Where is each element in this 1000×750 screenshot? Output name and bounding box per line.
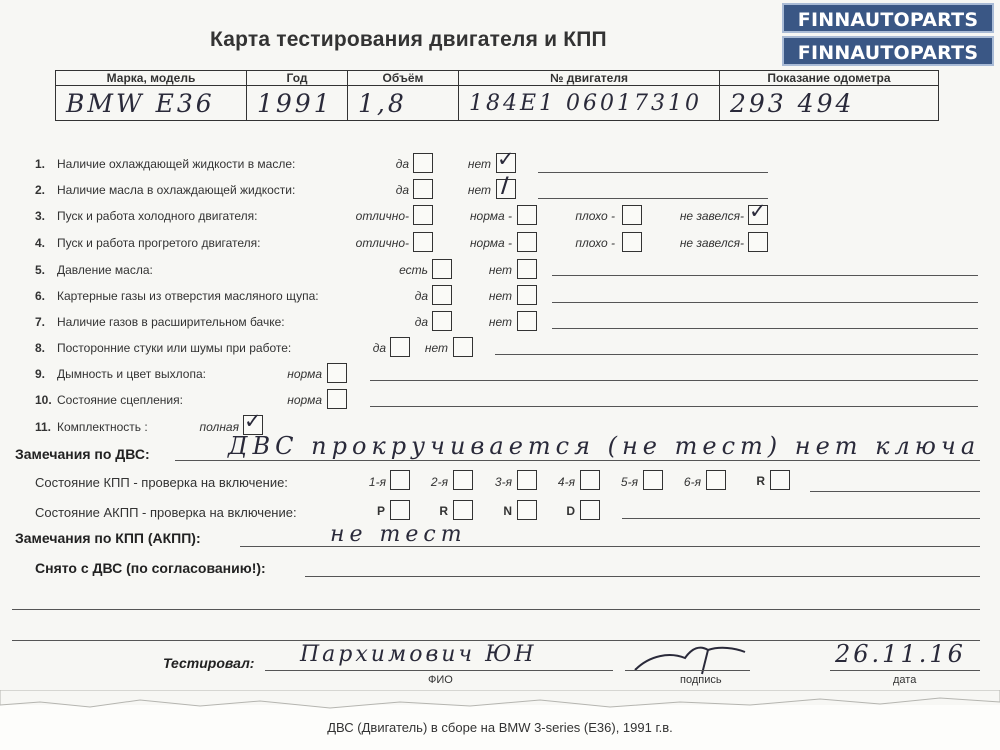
q8-no-checkbox[interactable]: [453, 337, 473, 357]
q9-opt-normal: норма: [287, 367, 322, 381]
gearbox-check-label: Состояние КПП - проверка на включение:: [35, 475, 288, 490]
q2-text: Наличие масла в охлаждающей жидкости:: [57, 183, 296, 197]
auto-check-line: [622, 518, 980, 519]
q7-number: 7.: [35, 315, 46, 329]
test-date: 26.11.16: [835, 640, 966, 668]
auto-check-label: Состояние АКПП - проверка на включение:: [35, 505, 297, 520]
header-engine-no: № двигателя: [459, 71, 720, 86]
q8-yes-checkbox[interactable]: [390, 337, 410, 357]
q5-opt-yes: есть: [399, 263, 428, 277]
removed-label: Снято с ДВС (по согласованию!):: [35, 560, 266, 576]
q7-opt-no: нет: [488, 315, 512, 329]
gearbox-remarks-line: [240, 546, 980, 547]
q3-not-started-check-mark: ✓: [749, 199, 767, 223]
q8-number: 8.: [35, 341, 46, 355]
q8-note-line: [495, 354, 978, 355]
gear-5-label: 5-я: [620, 475, 638, 489]
value-model: BMW E36: [56, 86, 247, 121]
value-odometer: 293 494: [720, 86, 939, 121]
q10-text: Состояние сцепления:: [57, 393, 183, 407]
header-odometer: Показание одометра: [720, 71, 939, 86]
removed-line-1: [305, 576, 980, 577]
auto-d-checkbox[interactable]: [580, 500, 600, 520]
q5-no-checkbox[interactable]: [517, 259, 537, 279]
gear-r-label: R: [756, 474, 765, 488]
q7-opt-yes: да: [414, 315, 428, 329]
q4-normal-checkbox[interactable]: [517, 232, 537, 252]
q4-number: 4.: [35, 236, 46, 250]
q7-no-checkbox[interactable]: [517, 311, 537, 331]
q7-yes-checkbox[interactable]: [432, 311, 452, 331]
tester-name: Пархимович ЮН: [300, 642, 537, 667]
q6-opt-yes: да: [414, 289, 428, 303]
q5-opt-no: нет: [488, 263, 512, 277]
q1-no-checkbox[interactable]: [496, 147, 516, 173]
q3-normal-checkbox[interactable]: [517, 205, 537, 225]
q11-text: Комплектность :: [57, 420, 148, 434]
watermark-logo: [782, 3, 994, 69]
q4-excellent-checkbox[interactable]: [413, 232, 433, 252]
q9-note-line: [370, 380, 978, 381]
q6-yes-checkbox[interactable]: [432, 285, 452, 305]
q3-opt-normal: норма -: [469, 209, 512, 223]
q6-opt-no: нет: [488, 289, 512, 303]
q6-note-line: [552, 302, 978, 303]
q3-opt-not-started: не завелся-: [679, 209, 744, 223]
header-model: Марка, модель: [56, 71, 247, 86]
q1-no-check-mark: ✓: [497, 147, 515, 171]
q2-no-checkbox[interactable]: [496, 173, 516, 199]
q3-bad-checkbox[interactable]: [622, 205, 642, 225]
q5-note-line: [552, 275, 978, 276]
q1-text: Наличие охлаждающей жидкости в масле:: [57, 157, 296, 171]
removed-line-2: [12, 609, 980, 610]
q4-bad-checkbox[interactable]: [622, 232, 642, 252]
value-engine-no: 184E1 06017310: [459, 86, 720, 121]
gear-1-label: 1-я: [368, 475, 386, 489]
q2-no-check-mark: /: [501, 173, 509, 197]
header-volume: Объём: [348, 71, 459, 86]
gear-2-checkbox[interactable]: [453, 470, 473, 490]
gear-1-checkbox[interactable]: [390, 470, 410, 490]
q9-normal-checkbox[interactable]: [327, 363, 347, 383]
logo-text-2: FINNAUTOPARTS: [782, 36, 994, 66]
q10-number: 10.: [35, 393, 52, 407]
date-label: дата: [893, 674, 917, 686]
q10-normal-checkbox[interactable]: [327, 389, 347, 409]
gearbox-check-line: [810, 491, 980, 492]
gear-5-checkbox[interactable]: [643, 470, 663, 490]
q4-opt-not-started: не завелся-: [679, 236, 744, 250]
q3-excellent-checkbox[interactable]: [413, 205, 433, 225]
q6-no-checkbox[interactable]: [517, 285, 537, 305]
q8-opt-no: нет: [424, 341, 448, 355]
fio-line: [265, 670, 613, 671]
q4-opt-bad: плохо -: [575, 236, 615, 250]
q8-text: Посторонние стуки или шумы при работе:: [57, 341, 292, 355]
fio-label: ФИО: [428, 674, 453, 686]
gear-3-checkbox[interactable]: [517, 470, 537, 490]
gear-3-label: 3-я: [494, 475, 512, 489]
header-year: Год: [247, 71, 348, 86]
page-title: Карта тестирования двигателя и КПП: [210, 28, 607, 51]
auto-p-label: P: [376, 504, 385, 518]
gearbox-remarks-value: не тест: [330, 522, 467, 547]
q1-opt-yes: да: [395, 157, 409, 171]
gear-4-label: 4-я: [557, 475, 575, 489]
q4-opt-normal: норма -: [469, 236, 512, 250]
q9-number: 9.: [35, 367, 46, 381]
q2-opt-no: нет: [467, 183, 491, 197]
image-caption: ДВС (Двигатель) в сборе на BMW 3-series (E36), 1991 г.в.: [327, 720, 673, 735]
q2-number: 2.: [35, 183, 46, 197]
q4-text: Пуск и работа прогретого двигателя:: [57, 236, 261, 250]
q4-not-started-checkbox[interactable]: [748, 232, 768, 252]
auto-r-checkbox[interactable]: [453, 500, 473, 520]
q2-note-line: [538, 198, 768, 199]
q2-yes-checkbox[interactable]: [413, 179, 433, 199]
torn-paper-edge: [0, 690, 1000, 720]
q8-opt-yes: да: [372, 341, 386, 355]
engine-remarks-value: ДВС прокручивается (не тест) нет ключа: [228, 432, 981, 460]
q11-opt-full: полная: [199, 420, 239, 434]
q5-yes-checkbox[interactable]: [432, 259, 452, 279]
q10-note-line: [370, 406, 978, 407]
logo-text-1: FINNAUTOPARTS: [782, 3, 994, 33]
engine-remarks-label: Замечания по ДВС:: [15, 446, 150, 462]
q6-number: 6.: [35, 289, 46, 303]
gearbox-remarks-label: Замечания по КПП (АКПП):: [15, 530, 201, 546]
auto-p-checkbox[interactable]: [390, 500, 410, 520]
auto-r-label: R: [439, 504, 448, 518]
auto-n-checkbox[interactable]: [517, 500, 537, 520]
q3-not-started-checkbox[interactable]: [748, 199, 768, 225]
q2-opt-yes: да: [395, 183, 409, 197]
vehicle-info-table: [55, 70, 939, 121]
q10-opt-normal: норма: [287, 393, 322, 407]
q3-opt-bad: плохо -: [575, 209, 615, 223]
q1-yes-checkbox[interactable]: [413, 153, 433, 173]
gear-2-label: 2-я: [430, 475, 448, 489]
gear-4-checkbox[interactable]: [580, 470, 600, 490]
q1-opt-no: нет: [467, 157, 491, 171]
value-year: 1991: [247, 86, 348, 121]
q7-text: Наличие газов в расширительном бачке:: [57, 315, 285, 329]
auto-n-label: N: [503, 504, 512, 518]
sign-label: подпись: [680, 674, 722, 686]
gear-6-checkbox[interactable]: [706, 470, 726, 490]
sign-line: [625, 670, 750, 671]
q3-opt-excellent: отлично-: [355, 209, 409, 223]
q5-text: Давление масла:: [57, 263, 153, 277]
q1-number: 1.: [35, 157, 46, 171]
q9-text: Дымность и цвет выхлопа:: [57, 367, 206, 381]
q5-number: 5.: [35, 263, 46, 277]
engine-remarks-line: [175, 460, 980, 461]
gear-r-checkbox[interactable]: [770, 470, 790, 490]
q7-note-line: [552, 328, 978, 329]
q11-full-check-mark: ✓: [244, 409, 262, 433]
auto-d-label: D: [566, 504, 575, 518]
q3-number: 3.: [35, 209, 46, 223]
q6-text: Картерные газы из отверстия масляного щупа:: [57, 289, 319, 303]
value-volume: 1,8: [348, 86, 459, 121]
q4-opt-excellent: отлично-: [355, 236, 409, 250]
q1-note-line: [538, 172, 768, 173]
gear-6-label: 6-я: [683, 475, 701, 489]
tested-by-label: Тестировал:: [163, 655, 255, 671]
date-line: [830, 670, 980, 671]
q11-number: 11.: [35, 420, 52, 434]
q3-text: Пуск и работа холодного двигателя:: [57, 209, 258, 223]
